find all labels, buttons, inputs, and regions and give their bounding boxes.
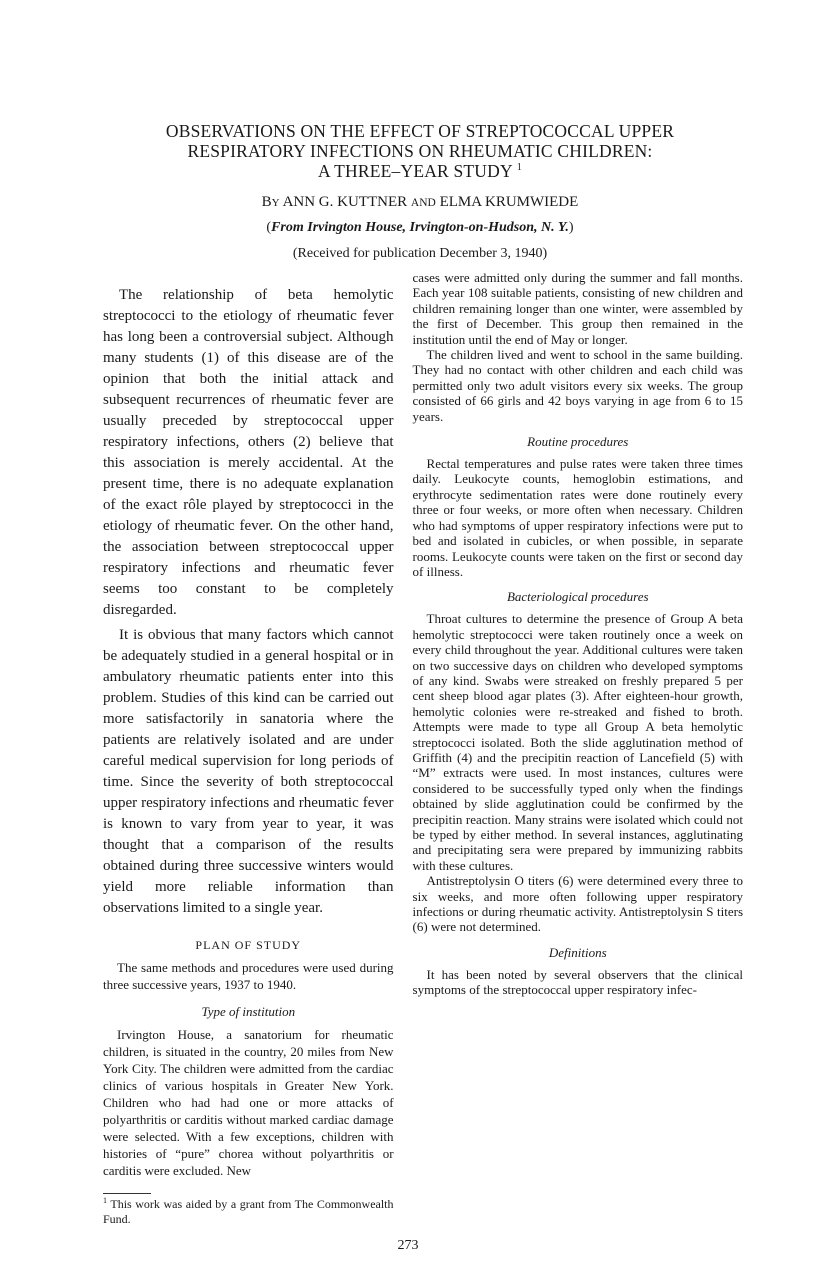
institution-text bbox=[103, 1026, 394, 1179]
intro-section bbox=[103, 285, 394, 923]
title-footnote-mark: 1 bbox=[516, 162, 522, 174]
paragraph: The children lived and went to school in the same building. They had no contact with other children and each child was permitted only two adult visitors every six weeks. The group consisted of 66 girls and 42 boys varying in age from 6 to 15 years. bbox=[412, 347, 743, 424]
subheading-institution: Type of institution bbox=[201, 1004, 296, 1019]
affiliation: (From Irvington House, Irvington-on-Hudson, N. Y.) bbox=[266, 220, 574, 235]
subheading-routine: Routine procedures bbox=[527, 434, 629, 450]
paragraph: cases were admitted only during the summer and fall months. Each year 108 suitable patients, consisting of new children and children remaining longer than one winter, were assembled by the first of December. This group then remained in the institution until the end of May or longer. bbox=[412, 270, 743, 347]
received-date: (Received for publication December 3, 1940) bbox=[292, 246, 548, 261]
paragraph: The same methods and procedures were used during three successive years, 1937 to 1940. bbox=[103, 960, 394, 992]
footnote-mark: 1 bbox=[103, 1196, 107, 1205]
paragraph: It is obvious that many factors which cannot be adequately studied in a general hospital or in ambulatory rheumatic patients enter into this problem. Studies of this kind can be carried out more satisfactorily in sanatoria where the patients are relatively isolated and are under careful medical supervision for long periods of time. Since the severity of both streptococcal upper respiratory infections and rheumatic fever is known to vary from year to year, it was thought that a comparison of the results obtained during three successive winters would yield more reliable information than observations limited to a single year. bbox=[103, 627, 394, 916]
article-header bbox=[100, 121, 740, 263]
section-heading-plan: PLAN OF STUDY bbox=[195, 938, 302, 952]
paragraph: Throat cultures to determine the presence of Group A beta hemolytic streptococci were taken routinely once a week on every child throughout the year. Additional cultures were taken on two successive days on children who developed symptoms of any kind. Swabs were streaked on freshly prepared 5 per cent sheep blood agar plates (3). After eighteen-hour growth, hemolytic colonies were re-streaked and fished to broth. Attempts were made to type all Group A beta hemolytic streptococci isolated. Both the slide agglutination method of Griffith (4) and the precipitin reaction of Lancefield (5) with “M” extracts were used. In most instances, cultures were considered to be successfully typed only when the findings obtained by slide agglutination could be confirmed by the precipitin reaction. Many strains were isolated which could not be typed by either method. In several instances, agglutinating and precipitating sera were prepared by immunizing rabbits with these cultures. bbox=[412, 611, 743, 873]
authors bbox=[100, 193, 740, 213]
footnote-rule bbox=[103, 1193, 151, 1194]
affiliation-text: From Irvington House, Irvington-on-Hudson, N. Y. bbox=[271, 220, 569, 235]
paragraph: Antistreptolysin O titers (6) were determined every three to six weeks, and more often following upper respiratory infections or during rheumatic activity. Antistreptolysin S titers (6) were not determined. bbox=[412, 873, 743, 935]
plan-text bbox=[103, 959, 394, 993]
by-label: By bbox=[261, 194, 280, 210]
subheading-definitions: Definitions bbox=[548, 944, 607, 960]
subheading-bacteriological: Bacteriological procedures bbox=[506, 589, 649, 605]
article-title bbox=[100, 121, 740, 181]
paragraph: The relationship of beta hemolytic streptococci to the etiology of rheumatic fever has long been a controversial subject. Although many students (1) of this disease are of the opinion that both the initial attack and subsequent recurrences of rheumatic fever are usually preceded by streptococcal upper respiratory infections, others (2) believe that this association is merely accidental. At the present time, there is no adequate explanation of the exact rôle played by streptococci in the etiology of rheumatic fever. On the other hand, the association between streptococcal upper respiratory infections and rheumatic fever seems too constant to be completely disregarded. bbox=[103, 287, 394, 618]
paragraph: Rectal temperatures and pulse rates were taken three times daily. Leukocyte counts, hemoglobin estimations, and erythrocyte sedimentation rates were done routinely every three or four weeks, or more often when necessary. Children who had symptoms of upper respiratory infections were put to bed and isolated in cubicles, or when possible, in separate rooms. Leukocyte counts were taken on the first or second day of illness. bbox=[412, 456, 743, 579]
body-columns bbox=[103, 270, 743, 1227]
title-line: OBSERVATIONS ON THE EFFECT OF STREPTOCOCCAL UPPER bbox=[165, 121, 675, 141]
footnote bbox=[103, 1197, 394, 1227]
paragraph: Irvington House, a sanatorium for rheumatic children, is situated in the country, 20 miles from New York City. The children were admitted from the cardiac clinics of various hospitals in Greater New York. Children who had had one or more attacks of polyarthritis or carditis without marked cardiac damage were selected. With a few exceptions, children with histories of “pure” chorea without polyarthritis or carditis were excluded. New bbox=[103, 1027, 394, 1178]
left-column bbox=[103, 285, 394, 1227]
author-name: ELMA KRUMWIEDE bbox=[439, 194, 579, 210]
title-line: RESPIRATORY INFECTIONS ON RHEUMATIC CHILDREN: bbox=[187, 141, 653, 161]
paragraph: It has been noted by several observers that the clinical symptoms of the streptococcal upper respiratory infec- bbox=[412, 966, 743, 998]
title-line: A THREE–YEAR STUDY bbox=[318, 161, 513, 181]
and-label: AND bbox=[410, 197, 436, 209]
footnote-text: This work was aided by a grant from The Commonwealth Fund. bbox=[103, 1197, 394, 1226]
page-number: 273 bbox=[397, 1238, 419, 1253]
author-name: ANN G. KUTTNER bbox=[282, 194, 408, 210]
footnote-area bbox=[103, 1179, 394, 1227]
right-column bbox=[413, 270, 743, 1227]
